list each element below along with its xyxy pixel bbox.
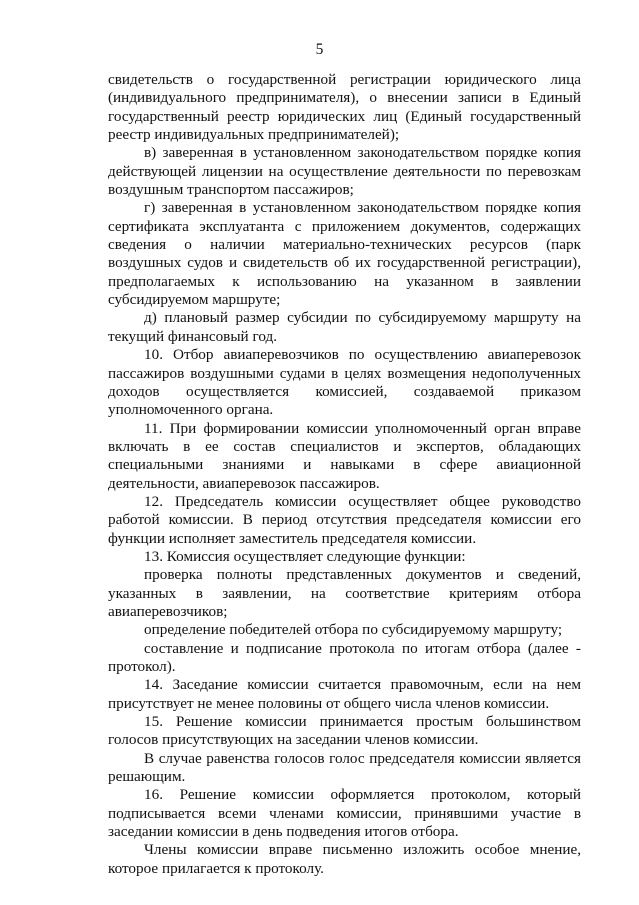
paragraph-function-winners: определение победителей отбора по субсидируемому маршруту;	[144, 621, 563, 639]
paragraph-clause-15: 15. Решение комиссии принимается простым большинством голосов присутствующих на заседании членов комиссии.	[108, 713, 581, 749]
paragraph-item-d-subsidy-amount: д) плановый размер субсидии по субсидируемому маршруту на текущий финансовый год.	[108, 309, 581, 345]
paragraph-clause-12: 12. Председатель комиссии осуществляет общее руководство работой комиссии. В период отсутствия председателя комиссии его функции исполняет заместитель председателя комиссии.	[108, 492, 581, 547]
paragraph-tie-vote: В случае равенства голосов голос председателя комиссии является решающим.	[108, 749, 581, 786]
paragraph-clause-13: 13. Комиссия осуществляет следующие функции:	[144, 547, 466, 565]
paragraph-function-protocol: составление и подписание протокола по итогам отбора (далее - протокол).	[108, 639, 581, 675]
paragraph-clause-10: 10. Отбор авиаперевозчиков по осуществлению авиаперевозок пассажиров воздушными судами в целях возмещения недополученных доходов осуществляется комиссией, создаваемой приказом уполномоченного органа.	[108, 346, 581, 419]
page-number: 5	[315, 41, 324, 58]
paragraph-clause-14: 14. Заседание комиссии считается правомочным, если на нем присутствует не менее половины от общего числа членов комиссии.	[108, 676, 581, 712]
paragraph-clause-11: 11. При формировании комиссии уполномоченный орган вправе включать в ее состав специалистов и экспертов, обладающих специальными знаниями и навыками в сфере авиационной деятельности, авиаперевозок пассажиров.	[108, 419, 581, 492]
paragraph-item-v-license: в) заверенная в установленном законодательством порядке копия действующей лицензии на осуществление деятельности по перевозкам воздушным транспортом пассажиров;	[108, 144, 581, 199]
paragraph-item-g-operator-certificate: г) заверенная в установленном законодательством порядке копия сертификата эксплуатанта с приложением документов, содержащих сведения о наличии материально-технических ресурсов (парк воздушных судов и свидетельств об их государственной регистрации), предполагаемых к использованию на указанном в заявлении субсидируемом маршруте;	[108, 199, 581, 309]
paragraph-function-verification: проверка полноты представленных документов и сведений, указанных в заявлении, на соответствие критериям отбора авиаперевозчиков;	[108, 566, 581, 620]
paragraph-dissenting-opinion: Члены комиссии вправе письменно изложить особое мнение, которое прилагается к протоколу.	[108, 841, 581, 877]
paragraph-registration-certificates: свидетельств о государственной регистрации юридического лица (индивидуального предпринимателя), о внесении записи в Единый государственный реестр юридических лиц (Единый государственный реестр индивидуальных предпринимателей);	[108, 71, 581, 144]
paragraph-clause-16: 16. Решение комиссии оформляется протоколом, который подписывается всеми членами комиссии, принявшими участие в заседании комиссии в день подведения итогов отбора.	[108, 786, 581, 841]
